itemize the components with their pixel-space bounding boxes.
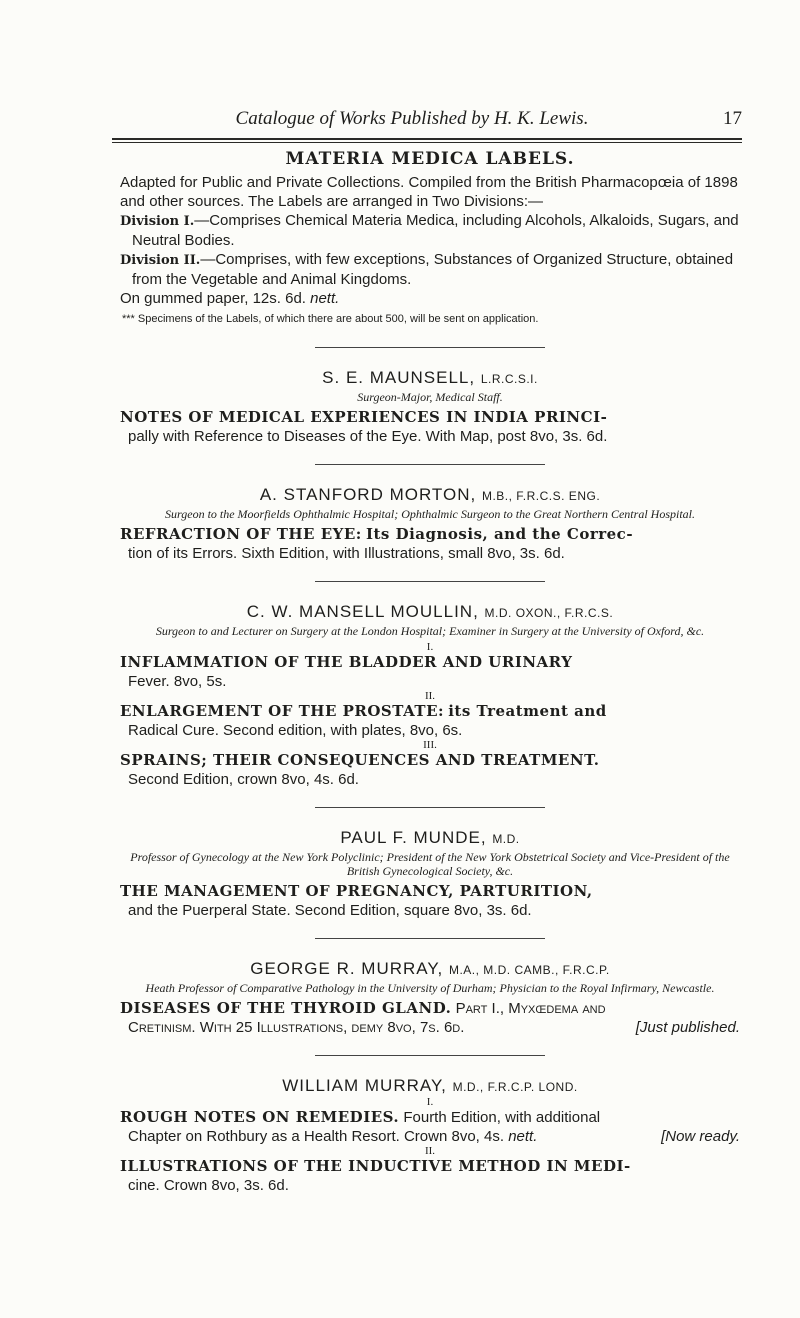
author-subtitle: Surgeon to the Moorfields Ophthalmic Hospital; Ophthalmic Surgeon to the Great Northern Central Hospital.: [165, 507, 695, 521]
work-title: ILLUSTRATIONS OF THE INDUCTIVE METHOD IN MEDI-: [120, 1157, 631, 1175]
work-nett: nett.: [508, 1128, 538, 1145]
work-entry: [120, 408, 740, 427]
specimen-note: *** Specimens of the Labels, of which there are about 500, will be sent on application.: [122, 313, 539, 325]
author-degrees: M.D.: [492, 832, 520, 846]
header-rule-thin: [112, 142, 742, 143]
work-body-line: [120, 427, 740, 446]
publication-status: [Just published.: [635, 1019, 740, 1036]
division-two-text: —Comprises, with few exceptions, Substances of Organized Structure, obtained from the Vegetable and Animal Kingdoms.: [132, 251, 734, 288]
work-body-line: [120, 544, 740, 563]
price-nett: nett.: [310, 290, 340, 307]
author-subtitle: Surgeon-Major, Medical Staff.: [357, 390, 503, 404]
author-degrees: L.R.C.S.I.: [480, 372, 538, 386]
author-name: [120, 828, 740, 849]
author-text: GEORGE R. MURRAY,: [250, 959, 444, 978]
work-title-rest: Part I., Myxœdema and: [455, 1000, 606, 1017]
page-number: 17: [723, 108, 742, 129]
intro-text: Adapted for Public and Private Collections. Compiled from the British Pharmacopœia of 1898 and other sources. The Labels are arranged in Two Divisions:—: [120, 174, 738, 210]
divider: [315, 464, 545, 465]
author-degrees: M.B., F.R.C.S. ENG.: [481, 489, 601, 503]
william-murray-section: [120, 1076, 740, 1195]
author-text: C. W. MANSELL MOULLIN,: [246, 602, 479, 621]
work-body: tion of its Errors. Sixth Edition, with Illustrations, small 8vo, 3s. 6d.: [128, 545, 565, 562]
work-body-line: [120, 1018, 740, 1037]
author-text: PAUL F. MUNDE,: [340, 828, 487, 847]
author-name: [120, 959, 740, 980]
munde-section: [120, 828, 740, 920]
author-text: A. STANFORD MORTON,: [259, 485, 477, 504]
work-entry: [120, 751, 740, 770]
work-body: Cretinism. With 25 Illustrations, demy 8vo, 7s. 6d.: [128, 1019, 465, 1036]
work-title: DISEASES OF THE THYROID GLAND.: [120, 999, 452, 1017]
work-body-line: [120, 770, 740, 789]
divider: [315, 581, 545, 582]
work-numeral: I.: [426, 1096, 434, 1108]
work-entry: [120, 999, 740, 1018]
author-name: [120, 602, 740, 623]
work-title-rest: Fourth Edition, with additional: [403, 1109, 601, 1126]
divider: [315, 938, 545, 939]
price-text: On gummed paper, 12s. 6d.: [120, 290, 306, 307]
work-body: Radical Cure. Second edition, with plates, 8vo, 6s.: [128, 722, 463, 739]
work-entry: [120, 525, 740, 544]
work-body-line: [120, 672, 740, 691]
work-title: THE MANAGEMENT OF PREGNANCY, PARTURITION,: [120, 882, 593, 900]
work-body-line: [120, 721, 740, 740]
divider: [315, 807, 545, 808]
work-body-line: [120, 1176, 740, 1195]
price-line: [120, 289, 740, 308]
work-entry: [120, 1108, 740, 1127]
work-body: Fever. 8vo, 5s.: [128, 673, 227, 690]
author-subtitle: Heath Professor of Comparative Pathology in the University of Durham; Physician to the Royal Infirmary, Newcastle.: [145, 981, 715, 995]
work-title: INFLAMMATION OF THE BLADDER AND URINARY: [120, 653, 573, 671]
author-text: S. E. MAUNSELL,: [322, 368, 476, 387]
work-body: Chapter on Rothbury as a Health Resort. Crown 8vo, 4s.: [128, 1128, 505, 1145]
author-name: [120, 368, 740, 389]
division-one-text: —Comprises Chemical Materia Medica, including Alcohols, Alkaloids, Sugars, and Neutral Bodies.: [132, 212, 739, 249]
work-title: NOTES OF MEDICAL EXPERIENCES IN INDIA PRINCI-: [120, 408, 608, 426]
materia-medica-section: [120, 150, 740, 329]
work-entry: [120, 1157, 740, 1176]
division-two-label: Division II.: [120, 253, 201, 268]
work-numeral: III.: [423, 739, 437, 751]
author-name: [120, 1076, 740, 1097]
work-title: REFRACTION OF THE EYE:: [120, 525, 362, 543]
morton-section: [120, 485, 740, 563]
moullin-section: [120, 602, 740, 789]
work-entry: [120, 653, 740, 672]
divider: [315, 347, 545, 348]
running-header: [112, 108, 742, 134]
division-one: [120, 211, 740, 250]
work-body: Second Edition, crown 8vo, 4s. 6d.: [128, 771, 359, 788]
author-degrees: M.A., M.D. CAMB., F.R.C.P.: [448, 963, 610, 977]
work-body: and the Puerperal State. Second Edition, square 8vo, 3s. 6d.: [128, 902, 532, 919]
divider: [315, 1055, 545, 1056]
work-title-rest: Its Diagnosis, and the Correc-: [365, 525, 634, 543]
division-one-label: Division I.: [120, 214, 195, 229]
george-murray-section: [120, 959, 740, 1037]
maunsell-section: [120, 368, 740, 446]
work-title: SPRAINS; THEIR CONSEQUENCES AND TREATMENT.: [120, 751, 600, 769]
header-rule: [112, 138, 742, 140]
catalogue-content: [120, 150, 740, 1195]
work-body: cine. Crown 8vo, 3s. 6d.: [128, 1177, 289, 1194]
work-title-rest: its Treatment and: [448, 702, 607, 720]
author-subtitle: Surgeon to and Lecturer on Surgery at the London Hospital; Examiner in Surgery at the University of Oxford, &c.: [155, 624, 705, 638]
work-title: ENLARGEMENT OF THE PROSTATE:: [120, 702, 445, 720]
division-two: [120, 250, 740, 289]
work-title: ROUGH NOTES ON REMEDIES.: [120, 1108, 400, 1126]
running-title: Catalogue of Works Published by H. K. Lewis.: [235, 108, 589, 129]
work-numeral: II.: [424, 690, 436, 702]
author-name: [120, 485, 740, 506]
work-entry: [120, 702, 740, 721]
author-text: WILLIAM MURRAY,: [282, 1076, 447, 1095]
author-degrees: M.D., F.R.C.P. LOND.: [452, 1080, 578, 1094]
work-entry: [120, 882, 740, 901]
author-degrees: M.D. OXON., F.R.C.S.: [484, 606, 614, 620]
work-body: pally with Reference to Diseases of the Eye. With Map, post 8vo, 3s. 6d.: [128, 428, 608, 445]
work-numeral: I.: [426, 641, 434, 653]
work-body-line: [120, 901, 740, 920]
section-title: MATERIA MEDICA LABELS.: [285, 149, 575, 169]
work-body-line: [120, 1127, 740, 1146]
author-subtitle: Professor of Gynecology at the New York Polyclinic; President of the New York Obstetrical Society and Vice-President of the British Gynecological Society, &c.: [130, 850, 730, 878]
work-numeral: II.: [424, 1145, 436, 1157]
publication-status: [Now ready.: [661, 1128, 740, 1145]
